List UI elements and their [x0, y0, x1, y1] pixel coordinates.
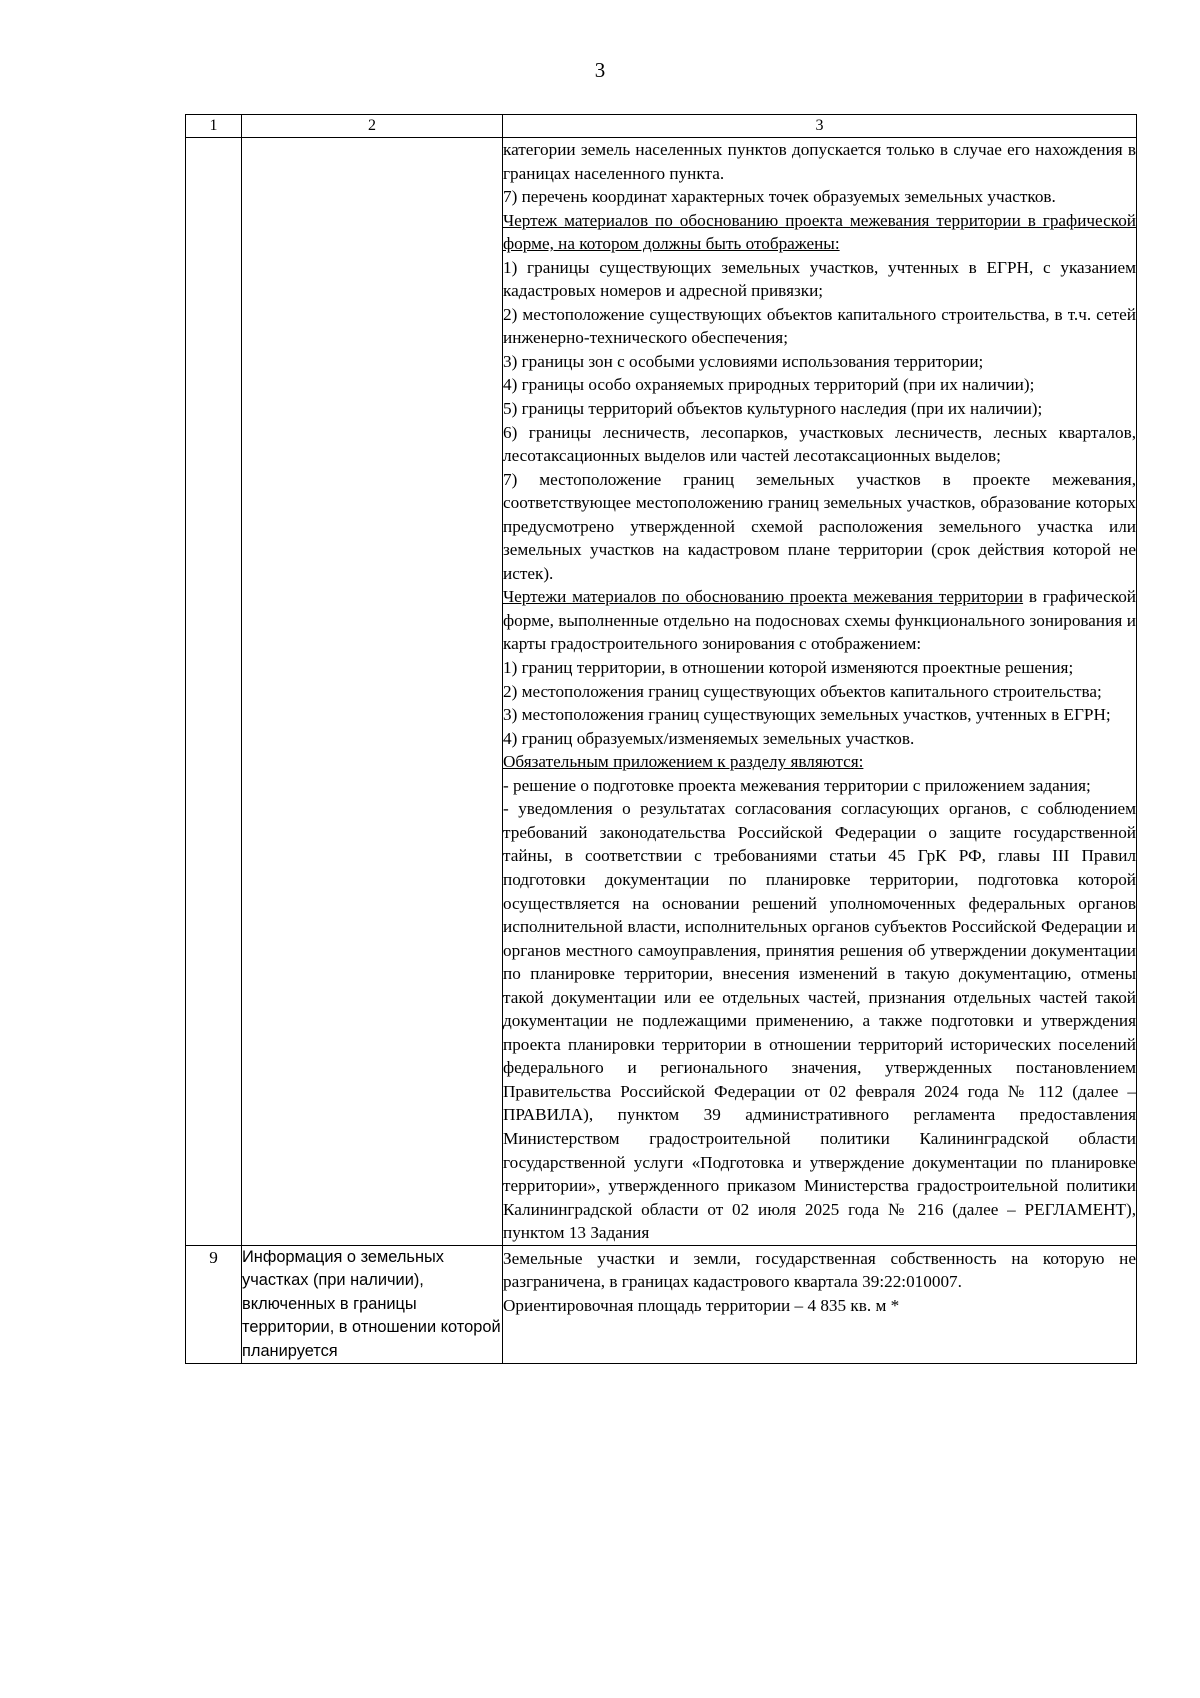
paragraph-text: 5) границы территорий объектов культурного наследия (при их наличии); [503, 399, 1043, 419]
header-cell-1: 1 [186, 115, 242, 138]
paragraph-text: 6) границы лесничеств, лесопарков, участковых лесничеств, лесных кварталов, лесотаксационных выделов или частей лесотаксационных выделов; [503, 422, 1136, 466]
content-paragraph [503, 703, 1136, 727]
content-paragraph [503, 797, 1136, 1244]
header-cell-3: 3 [503, 115, 1137, 138]
table-row-continued [186, 138, 1137, 1246]
row-content-cell [503, 138, 1137, 1246]
paragraph-text: 2) местоположение существующих объектов капитального строительства, в т.ч. сетей инженерно-технического обеспечения; [503, 304, 1136, 348]
paragraph-text: 3) границы зон с особыми условиями использования территории; [503, 351, 984, 371]
underlined-heading: Чертеж материалов по обоснованию проекта межевания территории в графической форме, на котором должны быть отображены: [503, 210, 1136, 254]
content-paragraph [503, 585, 1136, 656]
paragraph-text: 3) местоположения границ существующих земельных участков, учтенных в ЕГРН; [503, 705, 1111, 725]
content-paragraph [503, 350, 1136, 374]
underlined-heading: Обязательным приложением к разделу являются: [503, 752, 864, 772]
paragraph-text: в графической форме, выполненные отдельно на подосновах схемы функционального зонирования и карты градостроительного зонирования с отображением: [503, 587, 1136, 654]
paragraph-text: 4) границы особо охраняемых природных территорий (при их наличии); [503, 375, 1035, 395]
table-header-row [186, 115, 1137, 138]
page-number: 3 [594, 58, 606, 82]
content-paragraph [503, 185, 1136, 209]
content-paragraph [503, 750, 1136, 774]
content-paragraph [503, 468, 1136, 586]
content-paragraph [503, 656, 1136, 680]
content-paragraph [503, 774, 1136, 798]
underlined-heading: Чертежи материалов по обоснованию проекта межевания территории [503, 587, 1024, 607]
paragraph-text: 4) границ образуемых/изменяемых земельных участков. [503, 728, 915, 748]
content-paragraph [503, 256, 1136, 303]
paragraph-text: - решение о подготовке проекта межевания территории с приложением задания; [503, 775, 1091, 795]
paragraph-text: 1) границ территории, в отношении которой изменяются проектные решения; [503, 658, 1074, 678]
header-cell-2: 2 [242, 115, 503, 138]
paragraph-text: - уведомления о результатах согласования согласующих органов, с соблюдением требований законодательства Российской Федерации о защите государственной тайны, в соответствии с требованиями статьи 45 ГрК РФ, главы III Правил подготовки документации по планировке территории, подготовка которой осуществляется на основании решений уполномоченных федеральных органов исполнительной власти, исполнительных органов субъектов Российской Федерации и органов местного самоуправления, принятия решения об утверждении документации по планировке территории, внесения изменений в такую документацию, отмены такой документации или ее отдельных частей, признания отдельных частей такой документации не подлежащими применению, а также подготовки и утверждения проекта планировки территории в отношении территорий исторических поселений федерального и регионального значения, утвержденных постановлением Правительства Российской Федерации от 02 февраля 2024 года № 112 (далее – ПРАВИЛА), пунктом 39 административного регламента предоставления Министерством градостроительной политики Калининградской области государственной услуги «Подготовка и утверждение документации по планировке территории», утвержденного приказом Министерства градостроительной политики Калининградской области от 02 июля 2025 года № 216 (далее – РЕГЛАМЕНТ), пунктом 13 Задания [503, 799, 1136, 1243]
paragraph-text: категории земель населенных пунктов допускается только в случае его нахождения в границах населенного пункта. [503, 140, 1136, 183]
row-description-cell-empty [242, 138, 503, 1246]
content-paragraph [503, 303, 1136, 350]
row-number-cell-empty [186, 138, 242, 1246]
content-paragraph [503, 397, 1136, 421]
content-paragraph [503, 209, 1136, 256]
content-paragraph [503, 727, 1136, 751]
content-paragraph [503, 373, 1136, 397]
paragraph-text: 2) местоположения границ существующих объектов капитального строительства; [503, 681, 1102, 701]
table-row-9 [186, 1245, 1137, 1364]
paragraph-text: 7) местоположение границ земельных участков в проекте межевания, соответствующее местоположению границ земельных участков, образование которых предусмотрено утвержденной схемой расположения земельного участка или земельных участков на кадастровом плане территории (срок действия которой не истек). [503, 469, 1136, 583]
requirements-table [185, 114, 1137, 1364]
paragraph-text: 1) границы существующих земельных участков, учтенных в ЕГРН, с указанием кадастровых номеров и адресной привязки; [503, 257, 1136, 301]
row-number-9: 9 [186, 1245, 242, 1364]
row9-paragraph: Ориентировочная площадь территории – 4 835 кв. м * [503, 1295, 900, 1315]
row9-paragraph: Земельные участки и земли, государственная собственность на которую не разграничена, в границах кадастрового квартала 39:22:010007. [503, 1248, 1136, 1292]
content-paragraph [503, 680, 1136, 704]
row-content-9 [503, 1245, 1137, 1364]
content-paragraph [503, 421, 1136, 468]
content-paragraph [503, 138, 1136, 185]
paragraph-text: 7) перечень координат характерных точек образуемых земельных участков. [503, 187, 1056, 207]
row-description-9: Информация о земельных участках (при наличии), включенных в границы территории, в отношении которой планируется [242, 1245, 503, 1364]
